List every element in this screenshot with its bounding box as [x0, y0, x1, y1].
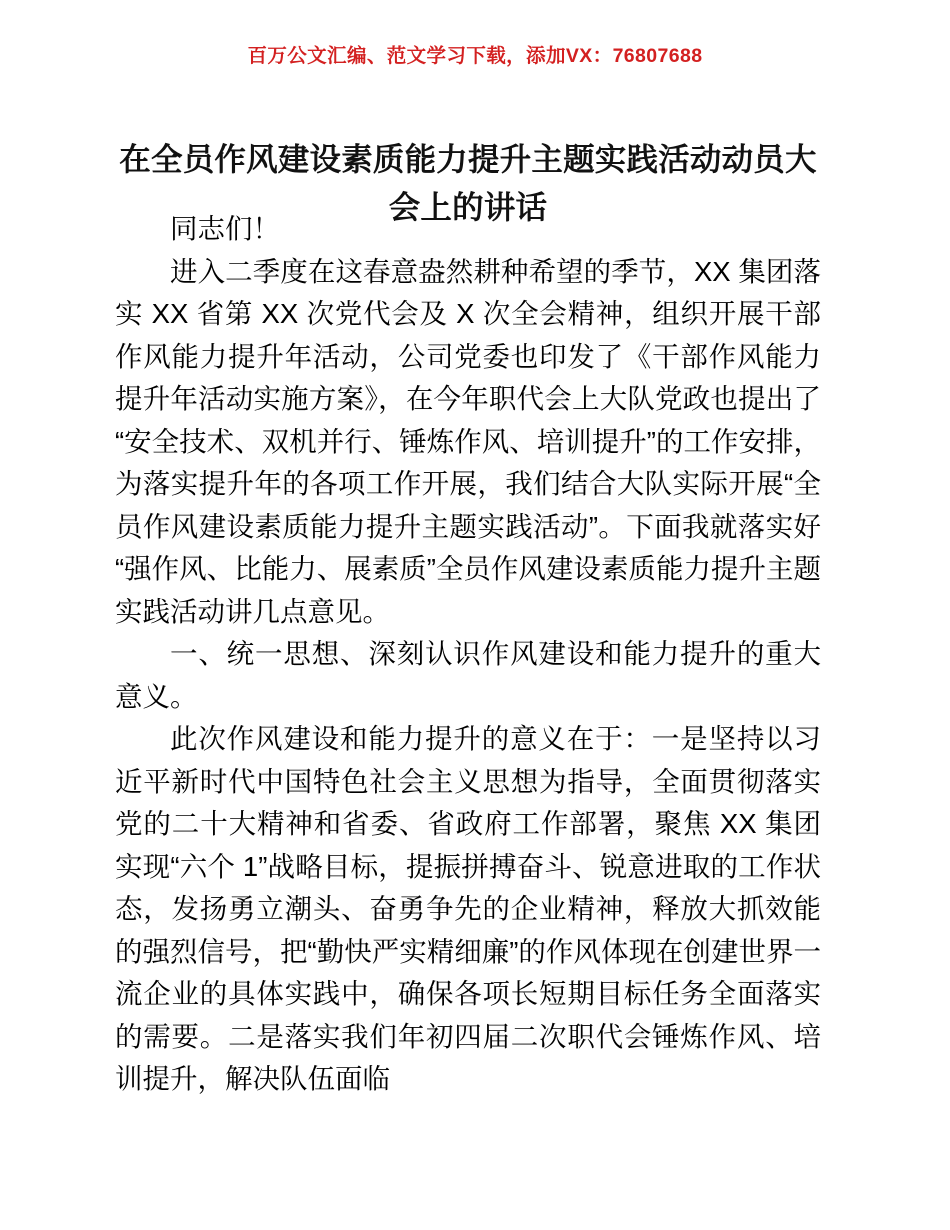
paragraph-salutation: 同志们！ [170, 213, 280, 244]
paragraph-section-one-heading: 一、统一思想、深刻认识作风建设和能力提升的重大意义。 [115, 638, 821, 712]
paragraph-opening: 进入二季度在这春意盎然耕种希望的季节，XX 集团落实 XX 省第 XX 次党代会及 X 次全会精神，组织开展干部作风能力提升年活动，公司党委也印发了《干部作风能力提升年活动实施方案》，在今年职代会上大队党政也提出了“安全技术、双机并行、锤炼作风、培训提升”的工作安排，为落实提升年的各项工作开展，我们结合大队实际开展“全员作风建设素质能力提升主题实践活动”。下面我就落实好“强作风、比能力、展素质”全员作风建设素质能力提升主题实践活动讲几点意见。 [115, 255, 821, 627]
document-body [115, 208, 821, 1101]
promotional-header-text: 百万公文汇编、范文学习下载，添加VX：76807688 [247, 45, 703, 67]
paragraph-section-one-body: 此次作风建设和能力提升的意义在于：一是坚持以习近平新时代中国特色社会主义思想为指导，全面贯彻落实党的二十大精神和省委、省政府工作部署，聚焦 XX 集团实现“六个 1”战略目标，提振拼搏奋斗、锐意进取的工作状态，发扬勇立潮头、奋勇争先的企业精神，释放大抓效能的强烈信号，把“勤快严实精细廉”的作风体现在创建世界一流企业的具体实践中，确保各项长短期目标任务全面落实的需要。二是落实我们年初四届二次职代会锤炼作风、培训提升，解决队伍面临 [115, 723, 821, 1094]
document-title: 在全员作风建设素质能力提升主题实践活动动员大会上的讲话 [119, 141, 817, 226]
